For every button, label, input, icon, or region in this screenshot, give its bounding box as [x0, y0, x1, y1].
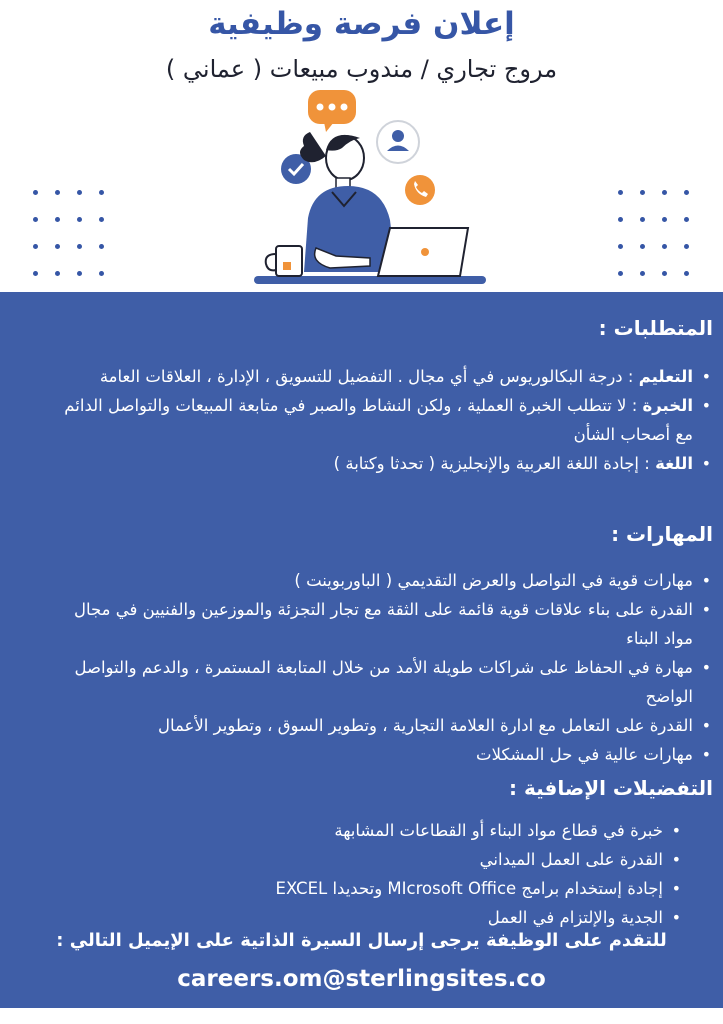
list-item — [53, 449, 713, 478]
list-item: • مهارات قوية في التواصل والعرض التقديمي ( الباوربوينت ) — [53, 566, 713, 595]
skills-heading: المهارات : — [611, 522, 713, 546]
header — [0, 0, 723, 292]
requirement-label: الخبرة — [642, 396, 693, 415]
requirement-text: : إجادة اللغة العربية والإنجليزية ( تحدثا وكتابة ) — [333, 454, 656, 473]
list-item — [53, 362, 713, 391]
requirement-text: : لا تتطلب الخبرة العملية ، ولكن النشاط والصبر في متابعة المبيعات والتواصل الدائم مع أصحاب الشأن — [64, 396, 693, 444]
apply-instructions: للتقدم على الوظيفة يرجى إرسال السيرة الذاتية على الإيميل التالي : — [56, 930, 667, 951]
email-link[interactable]: careers.om@sterlingsites.co — [177, 966, 546, 992]
list-item — [53, 391, 713, 449]
list-item: • مهارة في الحفاظ على شراكات طويلة الأمد من خلال المتابعة المستمرة ، والدعم والتواصل الواضح — [53, 653, 713, 711]
list-item: • القدرة على بناء علاقات قوية قائمة على الثقة مع تجار التجزئة والموزعين والفنيين في مجال مواد البناء — [53, 595, 713, 653]
preferences-heading: التفضيلات الإضافية : — [509, 776, 713, 800]
skills-list — [53, 566, 713, 769]
requirements-heading: المتطلبات : — [598, 316, 713, 340]
content-panel — [0, 292, 723, 1008]
dot-grid-right — [618, 190, 698, 280]
bottom-strip — [0, 1008, 723, 1024]
desk-shape — [254, 276, 486, 284]
dot-grid-left — [33, 190, 113, 280]
page-title: إعلان فرصة وظيفية — [208, 6, 515, 42]
list-item: • الجدية والإلتزام في العمل — [253, 903, 683, 932]
requirements-list — [53, 362, 713, 478]
requirement-label: اللغة — [655, 454, 693, 473]
preferences-list — [253, 816, 683, 932]
list-item: • إجادة إستخدام برامج MIcrosoft Office وتحديدا EXCEL — [253, 874, 683, 903]
list-item: • خبرة في قطاع مواد البناء أو القطاعات المشابهة — [253, 816, 683, 845]
job-subtitle: مروج تجاري / مندوب مبيعات ( عماني ) — [165, 55, 558, 83]
speech-bubble-icon — [308, 90, 356, 132]
requirement-label: التعليم — [638, 367, 693, 386]
list-item: • مهارات عالية في حل المشكلات — [53, 740, 713, 769]
requirement-text: : درجة البكالوريوس في أي مجال . التفضيل للتسويق ، الإدارة ، العلاقات العامة — [99, 367, 639, 386]
phone-icon — [405, 175, 435, 205]
user-profile-icon — [377, 121, 419, 163]
person-laptop-illustration — [250, 88, 490, 288]
list-item: • القدرة على التعامل مع ادارة العلامة التجارية ، وتطوير السوق ، وتطوير الأعمال — [53, 711, 713, 740]
list-item: • القدرة على العمل الميداني — [253, 845, 683, 874]
coffee-mug-icon — [266, 246, 302, 276]
laptop-icon — [378, 228, 468, 276]
